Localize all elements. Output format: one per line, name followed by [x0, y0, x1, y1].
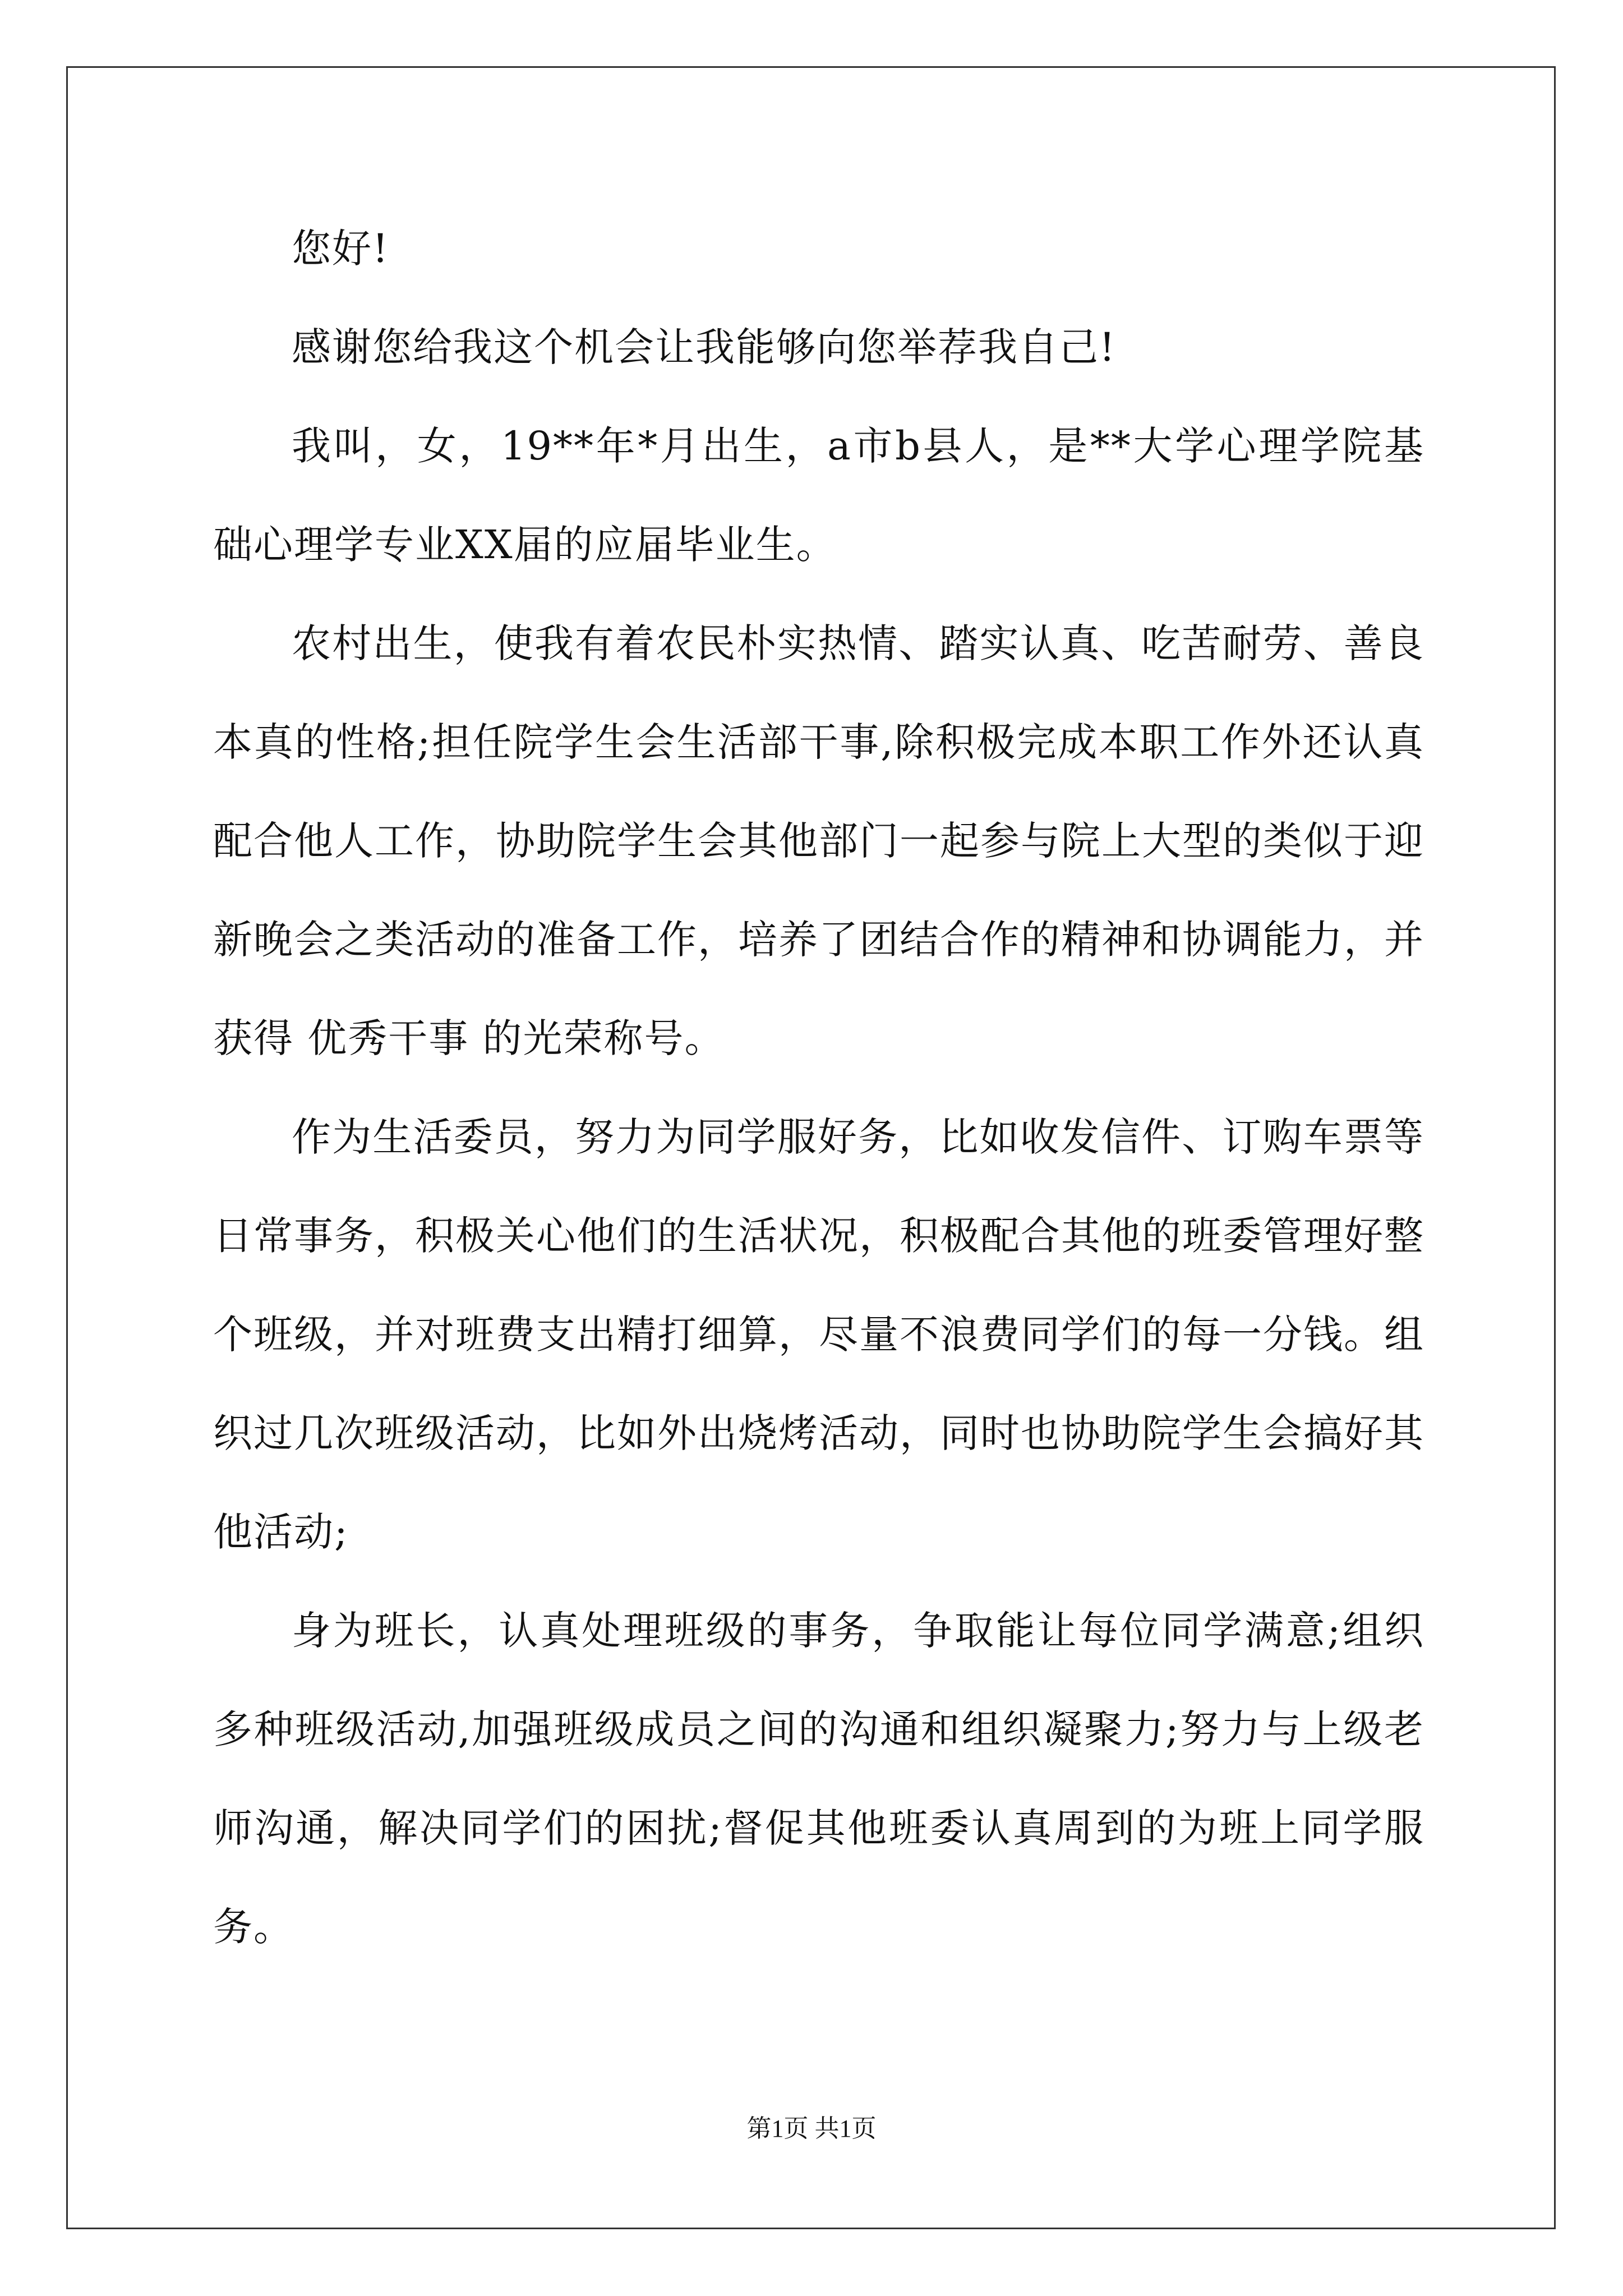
- page-footer: 第1页 共1页: [746, 2115, 877, 2142]
- character-paragraph: 农村出生，使我有着农民朴实热情、踏实认真、吃苦耐劳、善良本真的性格;担任院学生会生活部干事,除积极完成本职工作外还认真配合他人工作，协助院学生会其他部门一起参与院上大型的类似于迎新晚会之类活动的准备工作，培养了团结合作的精神和协调能力，并获得 优秀干事 的光荣称号。: [213, 620, 1424, 1061]
- life-committee-paragraph: 作为生活委员，努力为同学服好务，比如收发信件、订购车票等日常事务，积极关心他们的生活状况，积极配合其他的班委管理好整个班级，并对班费支出精打细算，尽量不浪费同学们的每一分钱。组织过几次班级活动，比如外出烧烤活动，同时也协助院学生会搞好其他活动;: [213, 1114, 1424, 1555]
- introduction-paragraph: 我叫，女，19**年*月出生，a市b县人，是**大学心理学院基础心理学专业XX届的应届毕业生。: [213, 423, 1424, 568]
- document-body: [213, 199, 1424, 1976]
- class-monitor-paragraph: 身为班长，认真处理班级的事务，争取能让每位同学满意;组织多种班级活动,加强班级成员之间的沟通和组织凝聚力;努力与上级老师沟通，解决同学们的困扰;督促其他班委认真周到的为班上同学服务。: [213, 1608, 1424, 1950]
- greeting-paragraph: 您好!: [292, 226, 390, 272]
- thanks-paragraph: 感谢您给我这个机会让我能够向您举荐我自己!: [292, 324, 1117, 370]
